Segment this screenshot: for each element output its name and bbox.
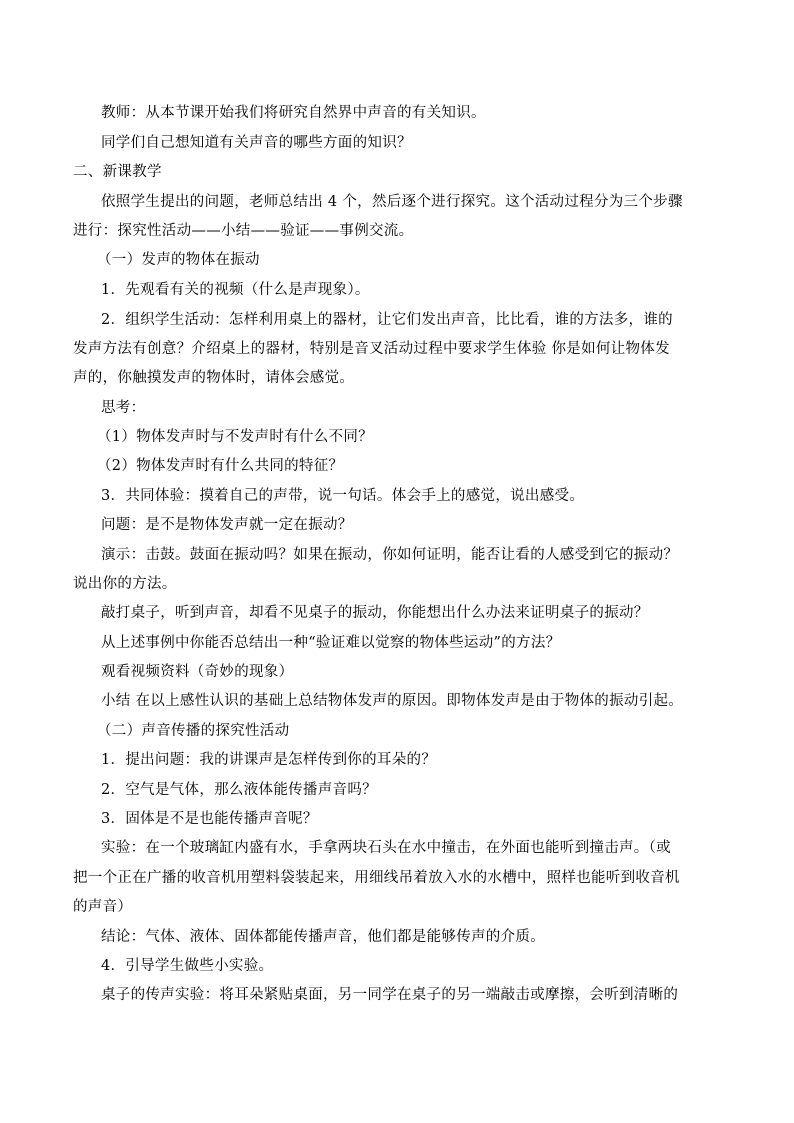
- paragraph-line: 敲打桌子，听到声音，却看不见桌子的振动，你能想出什么办法来证明桌子的振动？: [101, 605, 649, 621]
- list-item: 3．固体是不是也能传播声音呢？: [101, 811, 318, 827]
- paragraph-line: 演示：击鼓。鼓面在振动吗？如果在振动，你如何证明，能否让看的人感受到它的振动？: [101, 547, 679, 563]
- paragraph-line: 问题：是不是物体发声就一定在振动？: [101, 517, 353, 533]
- list-item: 2．空气是气体，那么液体能传播声音吗？: [101, 782, 377, 798]
- paragraph-line: 说出你的方法。: [73, 576, 177, 592]
- section-heading: 二、新课教学: [73, 164, 162, 180]
- list-item: （2）物体发声时有什么共同的特征？: [97, 458, 344, 474]
- paragraph-line: 的声音）: [73, 899, 133, 915]
- paragraph-line: 小结 在以上感性认识的基础上总结物体发声的原因。即物体发声是由于物体的振动引起。: [101, 693, 684, 709]
- paragraph-line: 依照学生提出的问题，老师总结出 4 个，然后逐个进行探究。这个活动过程分为三个步骤: [101, 194, 683, 210]
- paragraph-line: 思考：: [101, 400, 146, 416]
- paragraph-line: 进行：探究性活动——小结——验证——事例交流。: [73, 223, 414, 239]
- paragraph-line: 3．共同体验：摸着自己的声带，说一句话。体会手上的感觉，说出感受。: [101, 488, 585, 504]
- list-item: 1．提出问题：我的讲课声是怎样传到你的耳朵的？: [101, 752, 437, 768]
- paragraph-line: 桌子的传声实验：将耳朵紧贴桌面，另一同学在桌子的另一端敲击或摩擦，会听到清晰的: [101, 987, 679, 1003]
- paragraph-line: 同学们自己想知道有关声音的哪些方面的知识？: [101, 135, 412, 151]
- paragraph-line: 观看视频资料（奇妙的现象）: [101, 664, 294, 680]
- paragraph-line: 1．先观看有关的视频（什么是声现象）。: [101, 282, 370, 298]
- list-item: 4．引导学生做些小实验。: [101, 958, 274, 974]
- paragraph-line: 发声方法有创意？介绍桌上的器材，特别是音叉活动过程中要求学生体验 你是如何让物体发: [73, 341, 670, 357]
- paragraph-line: 从上述事例中你能否总结出一种“验证难以觉察的物体些运动”的方法？: [101, 635, 561, 651]
- paragraph-line: 把一个正在广播的收音机用塑料袋装起来，用细线吊着放入水的水槽中，照样也能听到收音机: [73, 870, 680, 886]
- paragraph-line: 实验：在一个玻璃缸内盛有水，手拿两块石头在水中撞击，在外面也能听到撞击声。（或: [101, 840, 671, 856]
- paragraph-line: 结论：气体、液体、固体都能传播声音，他们都是能够传声的介质。: [101, 929, 545, 945]
- paragraph-line: 声的，你触摸发声的物体时，请体会感觉。: [73, 370, 355, 386]
- subsection-heading: （一）发声的物体在振动: [97, 252, 260, 268]
- paragraph-line: 教师：从本节课开始我们将研究自然界中声音的有关知识。: [101, 105, 486, 121]
- paragraph-line: 2．组织学生活动：怎样利用桌上的器材，让它们发出声音，比比看，谁的方法多，谁的: [101, 312, 673, 328]
- subsection-heading: （二）声音传播的探究性活动: [97, 723, 290, 739]
- list-item: （1）物体发声时与不发声时有什么不同？: [97, 429, 373, 445]
